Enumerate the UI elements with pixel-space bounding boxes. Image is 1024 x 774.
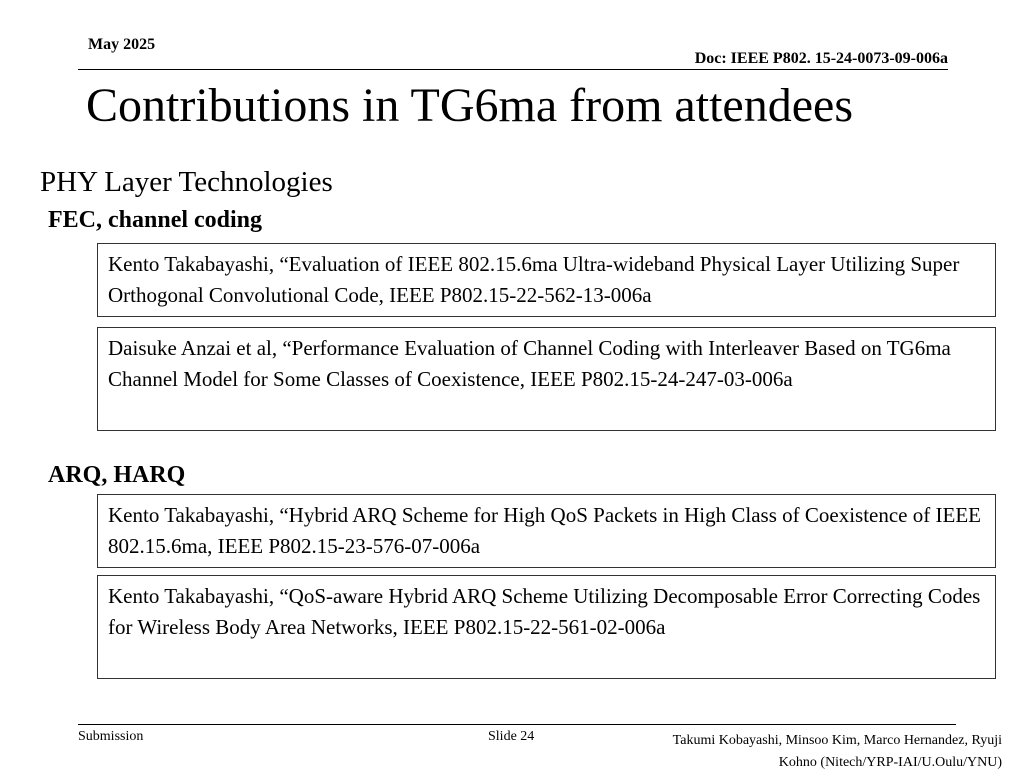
reference-box: Kento Takabayashi, “QoS-aware Hybrid ARQ Scheme Utilizing Decomposable Error Correcting Codes for Wireless Body Area Networks, IEEE P802.15-22-561-02-006a (97, 575, 996, 679)
footer-submission: Submission (78, 729, 144, 744)
reference-box: Kento Takabayashi, “Evaluation of IEEE 802.15.6ma Ultra-wideband Physical Layer Utilizing Super Orthogonal Convolutional Code, IEEE P802.15-22-562-13-006a (97, 243, 996, 317)
footer-authors (582, 730, 1002, 774)
header-doc-id: Doc: IEEE P802. 15-24-0073-09-006a (694, 50, 948, 67)
subheading-arq: ARQ, HARQ (48, 462, 186, 488)
reference-box: Kento Takabayashi, “Hybrid ARQ Scheme for High QoS Packets in High Class of Coexistence of IEEE 802.15.6ma, IEEE P802.15-23-576-07-006a (97, 494, 996, 568)
subheading-fec: FEC, channel coding (48, 207, 263, 233)
header-divider (78, 69, 948, 70)
footer-authors-line2: Kohno (Nitech/YRP-IAI/U.Oulu/YNU) (778, 755, 1002, 770)
footer-authors-line1: Takumi Kobayashi, Minsoo Kim, Marco Hernandez, Ryuji (672, 733, 1002, 748)
footer-divider (78, 724, 956, 725)
section-heading: PHY Layer Technologies (40, 166, 333, 198)
reference-box: Daisuke Anzai et al, “Performance Evaluation of Channel Coding with Interleaver Based on TG6ma Channel Model for Some Classes of Coexistence, IEEE P802.15-24-247-03-006a (97, 327, 996, 431)
footer-slide-number: Slide 24 (488, 729, 535, 744)
slide-title: Contributions in TG6ma from attendees (86, 79, 853, 132)
header-date: May 2025 (88, 36, 156, 53)
